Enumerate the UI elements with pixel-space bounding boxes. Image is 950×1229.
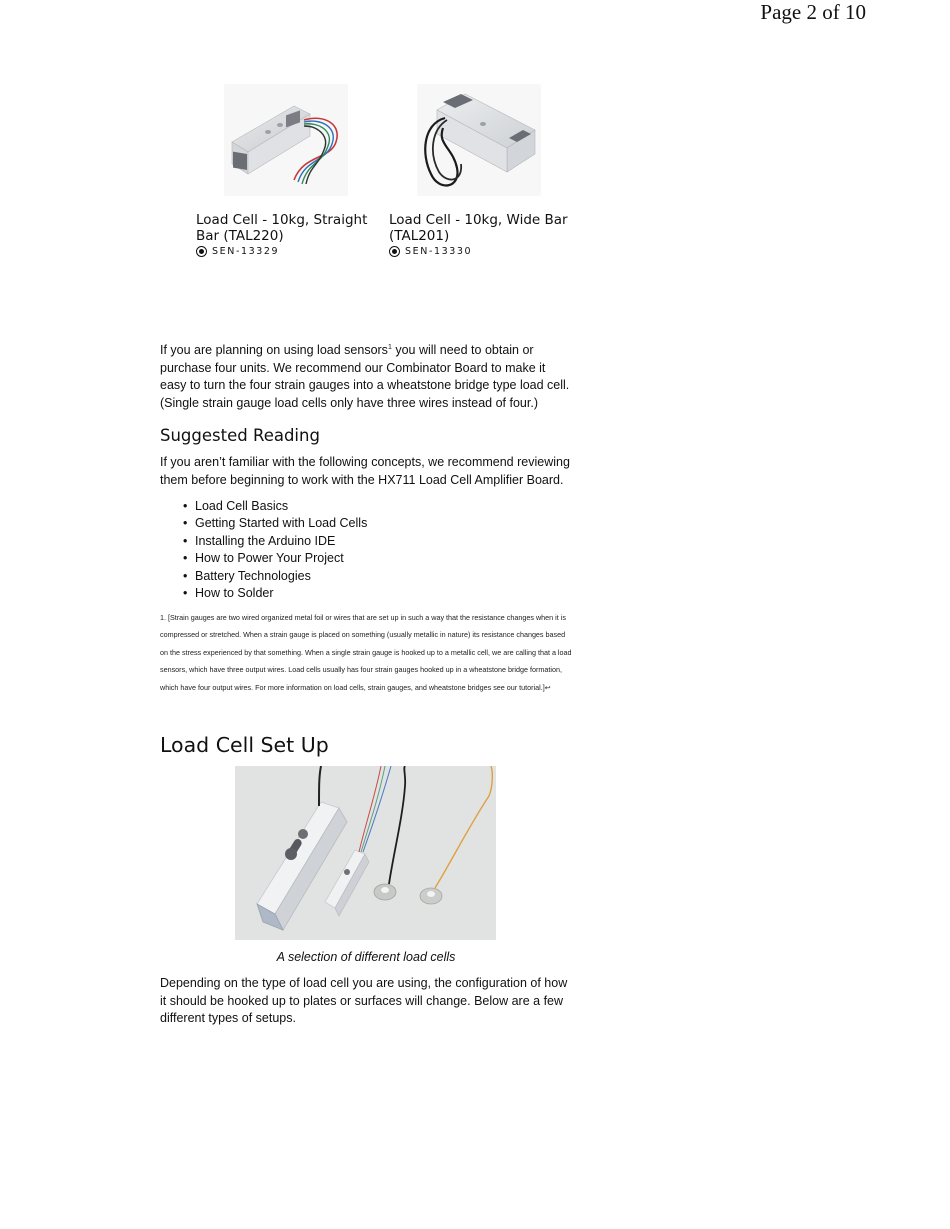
setup-section (160, 733, 572, 757)
radio-icon[interactable] (389, 246, 400, 257)
straight-bar-load-cell-image[interactable] (224, 84, 348, 196)
sku-text: SEN-13330 (405, 246, 473, 257)
suggested-reading-intro: If you aren’t familiar with the following concepts, we recommend reviewing them before beginning to work with the HX711 Load Cell Amplifier Board. (160, 455, 570, 487)
suggested-reading-section (160, 426, 572, 602)
radio-icon[interactable] (196, 246, 207, 257)
setup-body: Depending on the type of load cell you are using, the configuration of how it should be hooked up to plates or surfaces will change. Below are a few different types of setups. (160, 976, 568, 1025)
intro-text: If you are planning on using load sensors (160, 343, 388, 358)
product-sku (196, 246, 381, 257)
product-title[interactable]: Load Cell - 10kg, Straight Bar (TAL220) (196, 212, 368, 244)
intro-paragraph (160, 339, 572, 412)
reading-link[interactable]: • How to Solder (160, 585, 572, 602)
product-sku (389, 246, 574, 257)
setup-heading: Load Cell Set Up (160, 733, 329, 757)
sku-text: SEN-13329 (212, 246, 280, 257)
setup-body-section (160, 975, 572, 1028)
reading-link[interactable]: • Installing the Arduino IDE (160, 533, 572, 550)
suggested-reading-list (160, 498, 572, 602)
footnote-section (160, 609, 572, 696)
wide-bar-load-cell-image[interactable] (417, 84, 541, 196)
reading-link[interactable]: • Battery Technologies (160, 568, 572, 585)
product-card-wide-bar[interactable] (389, 84, 574, 257)
load-cells-photo (235, 766, 496, 940)
footnote-text: 1. [Strain gauges are two wired organized metal foil or wires that are set up in such a way that the resistance changes when it is compressed or stretched. When a strain gauge is placed on something (usually metallic in nature) its resistance changes based on the stress experienced by that something. When a single strain gauge is hooked up to a metallic cell, we are calling that a load sensors, which have three output wires. Load cells usually has four strain gauges hooked up in a wheatstone bridge formation, which have four output wires. For more information on load cells, strain gauges, and wheatstone bridges see our tutorial.]↩ (160, 613, 572, 692)
product-card-straight-bar[interactable] (196, 84, 381, 257)
page-number: Page 2 of 10 (760, 0, 866, 24)
reading-link[interactable]: • Getting Started with Load Cells (160, 515, 572, 532)
product-title[interactable]: Load Cell - 10kg, Wide Bar (TAL201) (389, 212, 568, 244)
reading-link[interactable]: • Load Cell Basics (160, 498, 572, 515)
image-caption: A selection of different load cells (276, 950, 456, 964)
caption-section (160, 950, 572, 964)
reading-link[interactable]: • How to Power Your Project (160, 550, 572, 567)
suggested-reading-heading: Suggested Reading (160, 426, 320, 445)
intro-section (160, 339, 572, 412)
footnote-ref[interactable]: 1 (387, 344, 392, 351)
intro-text-continued: you will need to obtain or purchase four units. We recommend our Combinator Board to make it easy to turn the four strain gauges into a wheatstone bridge type load cell. (Single strain gauge load cells only have three wires instead of four.) (160, 343, 570, 410)
